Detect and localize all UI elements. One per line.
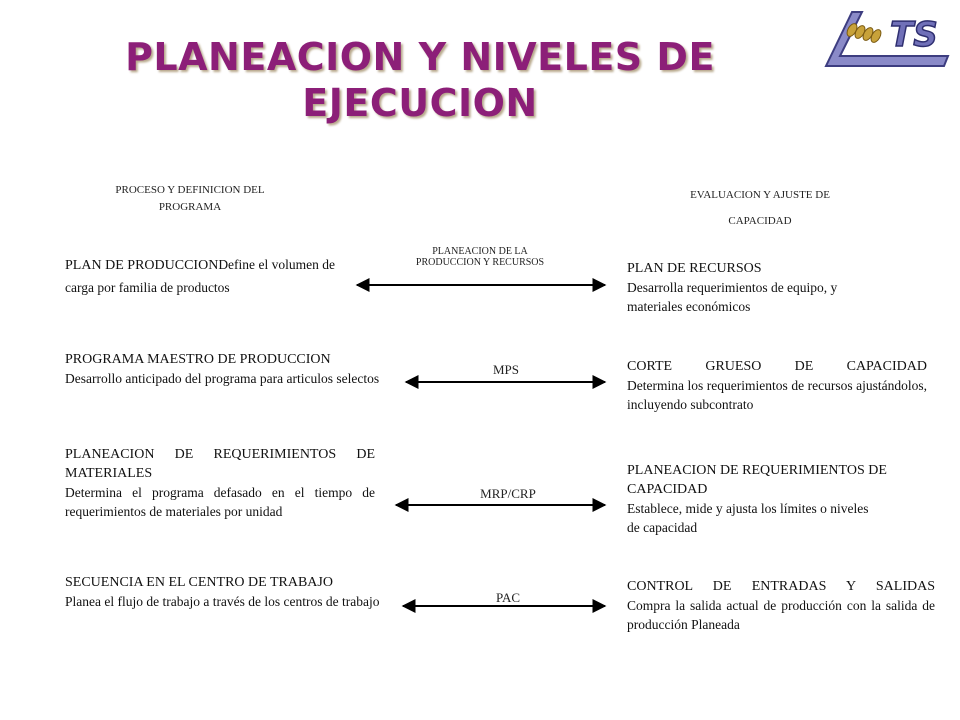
right-header-line-2: CAPACIDAD: [728, 215, 792, 227]
arrow-label-mps: MPS: [492, 362, 520, 377]
left-body: Planea el flujo de trabajo a través de los centros de trabajo: [65, 594, 380, 609]
right-heading: PLAN DE RECURSOS: [627, 261, 762, 276]
arrow-label-line-1: PLANEACION DE LA: [432, 246, 528, 257]
left-heading: SECUENCIA EN EL CENTRO DE TRABAJO: [65, 575, 333, 590]
right-header-line-1: EVALUACION Y AJUSTE DE: [690, 189, 830, 201]
right-heading: CORTE GRUESO DE CAPACIDAD: [627, 359, 927, 374]
left-header-line-1: PROCESO Y DEFINICION DEL: [115, 184, 265, 196]
arrow-label-mrp-crp: MRP/CRP: [480, 486, 536, 501]
right-body: Compra la salida actual de producción con la salida de producción Planeada: [627, 598, 935, 632]
left-heading: PROGRAMA MAESTRO DE PRODUCCION: [65, 352, 331, 367]
right-body: Establece, mide y ajusta los límites o niveles de capacidad: [627, 501, 869, 535]
arrow-label-line-2: PRODUCCION Y RECURSOS: [415, 257, 545, 268]
left-body: Desarrollo anticipado del programa para articulos selectos: [65, 371, 380, 386]
right-heading: CONTROL DE ENTRADAS Y SALIDAS: [627, 579, 935, 594]
right-body: Determina los requerimientos de recursos ajustándolos, incluyendo subcontrato: [627, 378, 927, 412]
left-body: Determina el programa defasado en el tiempo de requerimientos de materiales por unidad: [65, 485, 375, 519]
title-line-1: PLANEACION Y NIVELES DE: [125, 35, 715, 79]
left-body: Define el volumen de carga por familia de productos: [65, 257, 335, 295]
title-line-2: EJECUCION: [302, 81, 538, 125]
left-heading: PLANEACION DE REQUERIMIENTOS DE MATERIALES: [65, 447, 375, 481]
left-header-line-2: PROGRAMA: [158, 201, 222, 213]
arrow-label-pac: PAC: [495, 590, 521, 605]
right-heading: PLANEACION DE REQUERIMIENTOS DE CAPACIDAD: [627, 463, 887, 497]
right-body: Desarrolla requerimientos de equipo, y materiales económicos: [627, 280, 838, 314]
logo-text: TS: [890, 15, 938, 55]
left-heading: PLAN DE PRODUCCION: [65, 258, 219, 273]
